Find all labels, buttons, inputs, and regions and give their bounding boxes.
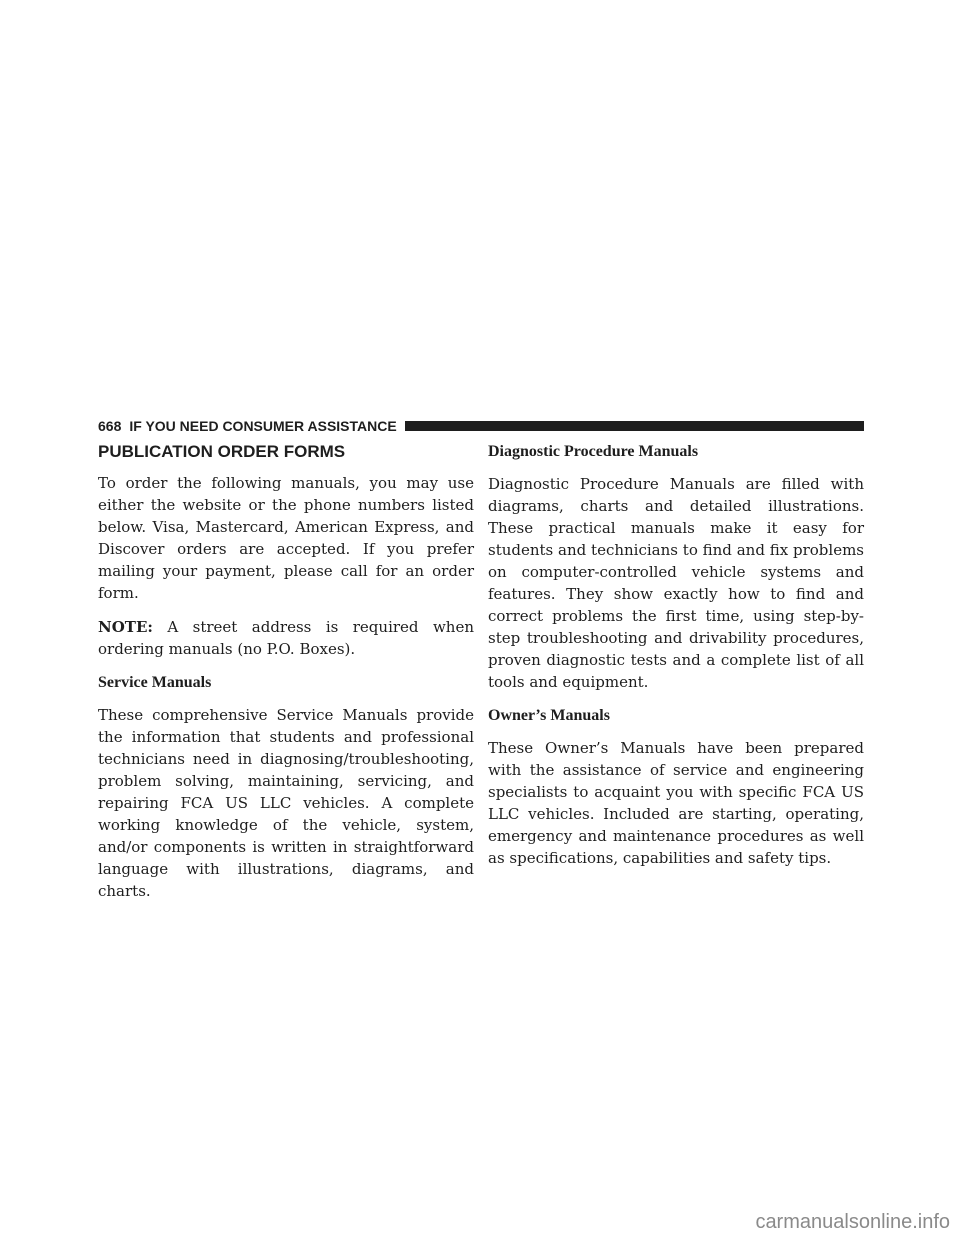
right-column (488, 441, 864, 881)
note-label: NOTE: (98, 618, 153, 636)
intro-paragraph: To order the following manuals, you may use either the website or the phone numbers listed below. Visa, Mastercard, American Express, and Discover orders are accepted. If you prefer mailing your payment, please call for an order form. (98, 474, 474, 602)
note-text: A street address is required when ordering manuals (no P.O. Boxes). (98, 618, 474, 658)
diagnostic-manuals-paragraph: Diagnostic Procedure Manuals are filled with diagrams, charts and detailed illustrations. These practical manuals make it easy for students and technicians to find and fix problems on computer-controlled vehicle systems and features. They show exactly how to find and correct problems the first time, using step-by-step troubleshooting and drivability procedures, proven diagnostic tests and a complete list of all tools and equipment. (488, 475, 864, 691)
page-heading: PUBLICATION ORDER FORMS (98, 442, 346, 461)
service-manuals-paragraph: These comprehensive Service Manuals provide the information that students and professional technicians need in diagnosing/troubleshooting, problem solving, maintaining, servicing, and repairing FCA US LLC vehicles. A complete working knowledge of the vehicle, system, and/or components is written in straightforward language with illustrations, diagrams, and charts. (98, 706, 474, 900)
owners-manuals-paragraph: These Owner’s Manuals have been prepared with the assistance of service and engineering specialists to acquaint you with specific FCA US LLC vehicles. Included are starting, operating, emergency and maintenance procedures as well as specifications, capabilities and safety tips. (488, 739, 864, 867)
page-header (98, 417, 864, 435)
owners-manuals-heading: Owner’s Manuals (488, 707, 610, 724)
section-title: IF YOU NEED CONSUMER ASSISTANCE (129, 418, 397, 434)
page-number: 668 (98, 418, 122, 434)
note-paragraph (98, 616, 474, 660)
left-column (98, 441, 474, 914)
header-rule (405, 421, 864, 431)
watermark-text: carmanualsonline.info (755, 1211, 950, 1233)
service-manuals-heading: Service Manuals (98, 674, 212, 691)
diagnostic-manuals-heading: Diagnostic Procedure Manuals (488, 443, 699, 460)
